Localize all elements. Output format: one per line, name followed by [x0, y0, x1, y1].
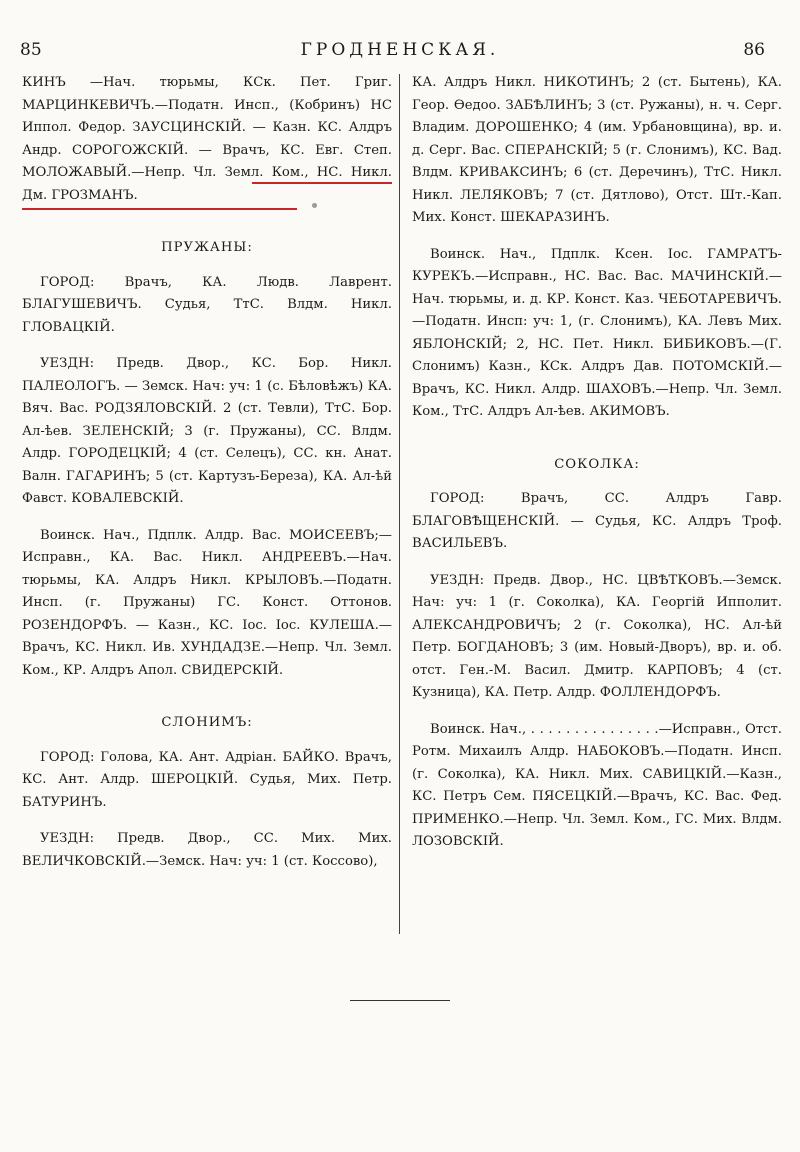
red-underline-1 [252, 182, 392, 184]
page-header [0, 40, 800, 64]
right-para-3: УЕЗДН: Предв. Двор., НС. ЦВѢТКОВЪ.—Земск. Нач: уч: 1 (г. Соколка), КА. Георгій Ипполит. АЛЕКСАНДРОВИЧЪ; 2 (г. Соколка), НС. Ал-ѣй Петр. БОГДАНОВЪ; 3 (им. Новый-Дворъ), вр. и. об. отст. Ген.-М. Васил. Дмитр. КАРПОВЪ; 4 (ст. Кузница), КА. Петр. Алдр. ФОЛЛЕНДОРФЪ. [412, 572, 782, 700]
end-rule [350, 1000, 450, 1001]
red-underline-2 [22, 208, 297, 210]
ink-dot [312, 203, 317, 208]
section-title-slonim: СЛОНИМЪ: [161, 715, 253, 730]
right-column [412, 72, 782, 868]
left-para-4: ГОРОД: Голова, КА. Ант. Адріан. БАЙКО. Врачъ, КС. Ант. Алдр. ШЕРОЦКІЙ. Судья, Мих. Петр. БАТУРИНЪ. [22, 749, 392, 810]
left-para-5: УЕЗДН: Предв. Двор., СС. Мих. Мих. ВЕЛИЧКОВСКІЙ.—Земск. Нач: уч: 1 (ст. Коссово), [22, 831, 392, 869]
column-divider [399, 74, 400, 934]
left-para-1: ГОРОД: Врачъ, КА. Людв. Лаврент. БЛАГУШЕВИЧЪ. Судья, ТтС. Влдм. Никл. ГЛОВАЦКІЙ. [22, 274, 392, 335]
section-title-pruzhany: ПРУЖАНЫ: [161, 240, 253, 255]
left-para-0: КИНЪ —Нач. тюрьмы, КСк. Пет. Григ. МАРЦИНКЕВИЧЪ.—Податн. Инсп., (Кобринъ) НС Иппол. Федор. ЗАУСЦИНСКІЙ. — Казн. КС. Алдръ Андр. СОРОГОЖСКІЙ. — Врачъ, КС. Евг. Степ. МОЛОЖАВЫЙ.—Непр. Чл. Земл. Ком., НС. Никл. Дм. ГРОЗМАНЪ. [22, 75, 392, 203]
right-para-0: КА. Алдръ Никл. НИКОТИНЪ; 2 (ст. Бытень), КА. Геор. Ѳедоо. ЗАБѢЛИНЪ; 3 (ст. Ружаны), н. ч. Серг. Владим. ДОРОШЕНКО; 4 (им. Урбановщина), вр. и. д. Серг. Вас. СПЕРАНСКІЙ; 5 (г. Слонимъ), КС. Вад. Влдм. КРИВАКСИНЪ; 6 (ст. Деречинъ), ТтС. Никл. Никл. ЛЕЛЯКОВЪ; 7 (ст. Дятлово), Отст. Шт.-Кап. Мих. Конст. ШЕКАРАЗИНЪ. [412, 75, 782, 225]
left-para-3: Воинск. Нач., Пдплк. Алдр. Вас. МОИСЕЕВЪ;—Исправн., КА. Вас. Никл. АНДРЕЕВЪ.—Нач. тюрьмы, КА. Алдръ Никл. КРЫЛОВЪ.—Податн. Инсп. (г. Пружаны) ГС. Конст. Оттонов. РОЗЕНДОРФЪ. — Казн., КС. Іос. Іос. КУЛЕША.—Врачъ, КС. Никл. Ив. ХУНДАДЗЕ.—Непр. Чл. Земл. Ком., КР. Алдръ Апол. СВИДЕРСКІЙ. [22, 527, 392, 678]
page-number-left: 85 [20, 40, 42, 60]
section-title-sokolka: СОКОЛКА: [554, 456, 640, 472]
right-para-4: Воинск. Нач., . . . . . . . . . . . . . . .—Исправн., Отст. Ротм. Михаилъ Алдр. НАБОКОВЪ.—Податн. Инсп. (г. Соколка), КА. Никл. Мих. САВИЦКІЙ.—Казн., КС. Петръ Сем. ПЯСЕЦКІЙ.—Врачъ, КС. Вас. Фед. ПРИМЕНКО.—Непр. Чл. Земл. Ком., ГС. Мих. Влдм. ЛОЗОВСКІЙ. [412, 721, 782, 849]
running-title: ГРОДНЕНСКАЯ. [300, 40, 500, 60]
right-para-2: ГОРОД: Врачъ, СС. Алдръ Гавр. БЛАГОВѢЩЕНСКІЙ. — Судья, КС. Алдръ Троф. ВАСИЛЬЕВЪ. [412, 491, 782, 551]
left-para-2: УЕЗДН: Предв. Двор., КС. Бор. Никл. ПАЛЕОЛОГЪ. — Земск. Нач: уч: 1 (с. Бѣловѣжъ) КА. Вяч. Вас. РОДЗЯЛОВСКІЙ. 2 (ст. Тевли), ТтС. Бор. Ал-ѣев. ЗЕЛЕНСКІЙ; 3 (г. Пружаны), СС. Влдм. Алдр. ГОРОДЕЦКІЙ; 4 (ст. Селецъ), СС. кн. Анат. Валн. ГАГАРИНЪ; 5 (ст. Картузъ-Береза), КА. Ал-ѣй Фавст. КОВАЛЕВСКІЙ. [22, 356, 392, 506]
left-column [22, 72, 392, 887]
page-number-right: 86 [743, 40, 765, 60]
right-para-1: Воинск. Нач., Пдплк. Ксен. Іос. ГАМРАТЪ-КУРЕКЪ.—Исправн., НС. Вас. Вас. МАЧИНСКІЙ.—Нач. тюрьмы, и. д. КР. Конст. Каз. ЧЕБОТАРЕВИЧЪ.—Податн. Инсп: уч: 1, (г. Слонимъ), КА. Левъ Мих. ЯБЛОНСКІЙ; 2, НС. Пет. Никл. БИБИКОВЪ.—(Г. Слонимъ) Казн., КСк. Алдръ Дав. ПОТОМСКІЙ.—Врачъ, КС. Никл. Алдр. ШАХОВЪ.—Непр. Чл. Земл. Ком., ТтС. Алдръ Ал-ѣев. АКИМОВЪ. [412, 246, 782, 419]
